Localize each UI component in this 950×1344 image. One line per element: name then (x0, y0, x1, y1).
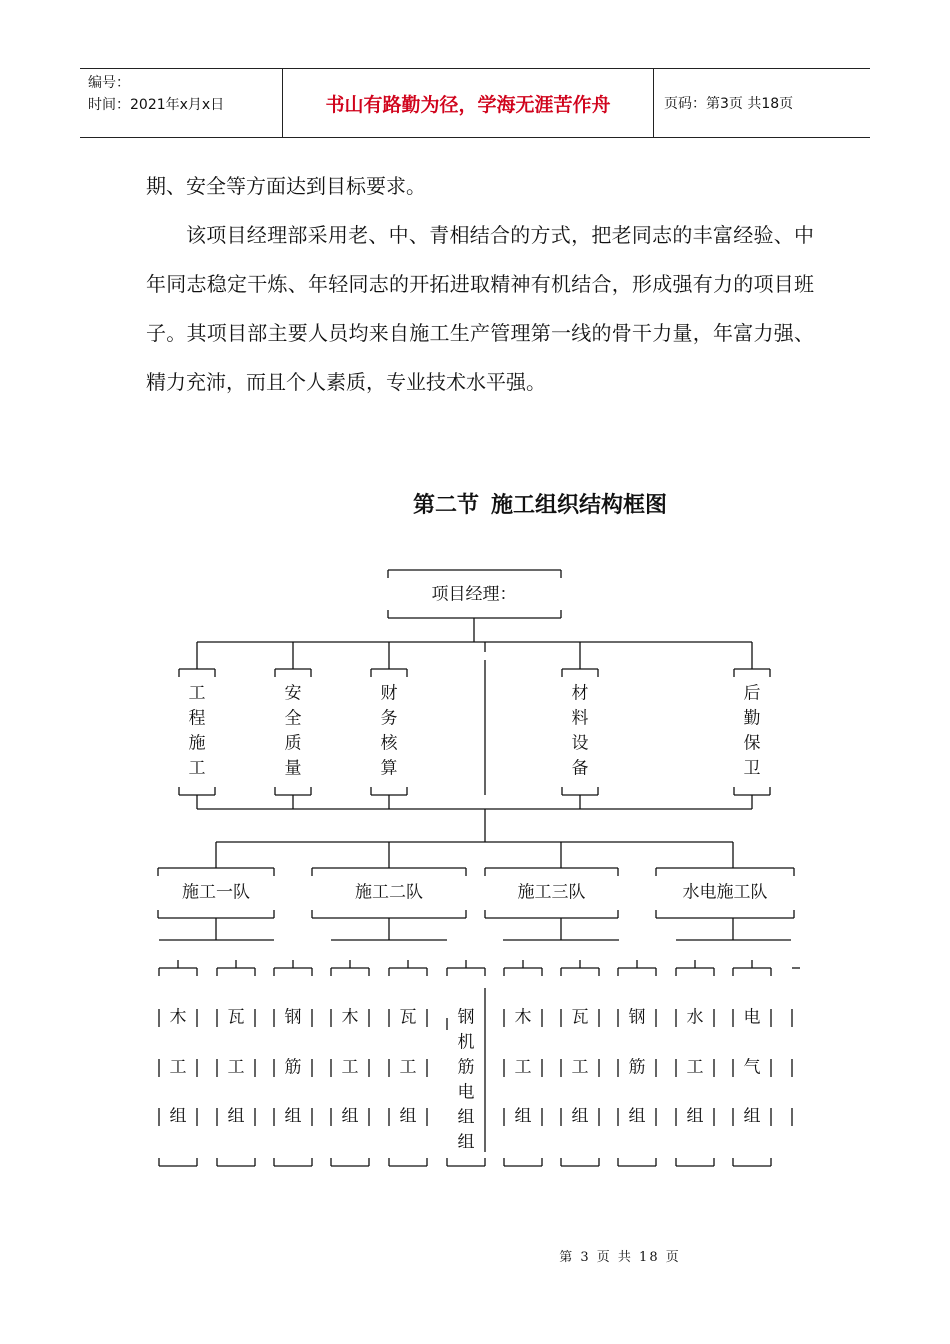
department-char: 程 (188, 708, 206, 729)
group-char: 机 (457, 1032, 475, 1053)
group-char: 组 (514, 1106, 532, 1127)
group-char: 瓦 (227, 1007, 245, 1028)
group-char: 钢 (284, 1007, 302, 1028)
department-char: 工 (188, 758, 206, 779)
group-char: 组 (169, 1106, 187, 1127)
department-char: 量 (284, 758, 302, 779)
group-char: 木 (169, 1007, 187, 1028)
group-char: 组 (571, 1106, 589, 1127)
group-char: 钢 (628, 1007, 646, 1028)
group-char: 电 (457, 1082, 475, 1103)
group-char: 水 (686, 1007, 704, 1028)
group-char: 瓦 (399, 1007, 417, 1028)
group-char: 工 (514, 1057, 532, 1078)
date-label: 时间：2021年x月x日 (88, 97, 225, 113)
group-char: 工 (686, 1057, 704, 1078)
department-char: 料 (571, 708, 589, 729)
department-char: 算 (380, 758, 398, 779)
group-char: 组 (628, 1106, 646, 1127)
department-char: 卫 (743, 758, 761, 779)
department-char: 安 (284, 683, 302, 704)
department-char: 财 (380, 683, 398, 704)
number-label: 编号： (88, 75, 130, 91)
group-char: 工 (399, 1057, 417, 1078)
group-char: 组 (399, 1106, 417, 1127)
team-label: 施工三队 (517, 882, 586, 903)
team-label: 水电施工队 (682, 882, 768, 903)
group-char: 筋 (628, 1057, 646, 1078)
group-char: 钢 (457, 1007, 475, 1028)
group-char: 组 (686, 1106, 704, 1127)
root-label: 项目经理： (431, 584, 517, 605)
group-char: 木 (514, 1007, 532, 1028)
section-title: 施工组织结构框图 (491, 493, 668, 518)
team-label: 施工二队 (355, 882, 423, 903)
group-char: 工 (341, 1057, 359, 1078)
department-char: 设 (571, 733, 589, 754)
page-footer: 第 3 页 共 18 页 (559, 1250, 681, 1265)
department-char: 备 (571, 758, 589, 779)
body-paragraph: 该项目经理部采用老、中、青相结合的方式，把老同志的丰富经验、中年同志稳定干炼、年轻同志的开拓进取精神有机结合，形成强有力的项目班子。其项目部主要人员均来自施工生产管理第一线的骨干力量，年富力强、精力充沛，而且个人素质，专业技术水平强。 (146, 223, 814, 394)
group-char: 组 (227, 1106, 245, 1127)
department-char: 务 (380, 708, 398, 729)
group-char: 组 (457, 1132, 475, 1153)
department-char: 材 (571, 683, 589, 704)
department-char: 保 (743, 733, 761, 754)
group-char: 筋 (457, 1057, 475, 1078)
department-char: 核 (380, 733, 398, 754)
team-label: 施工一队 (182, 882, 250, 903)
department-char: 施 (188, 733, 206, 754)
group-char: 组 (743, 1106, 761, 1127)
department-char: 勤 (743, 708, 761, 729)
group-char: 瓦 (571, 1007, 589, 1028)
group-char: 电 (743, 1007, 761, 1028)
group-char: 工 (571, 1057, 589, 1078)
department-char: 质 (284, 733, 302, 754)
department-char: 后 (743, 683, 761, 704)
department-char: 全 (284, 708, 302, 729)
group-char: 工 (169, 1057, 187, 1078)
group-char: 筋 (284, 1057, 302, 1078)
body-line: 期、安全等方面达到目标要求。 (146, 174, 426, 198)
header-page-info: 页码：第3页 共18页 (664, 96, 794, 112)
department-char: 工 (188, 683, 206, 704)
section-number: 第二节 (412, 493, 479, 518)
group-char: 组 (341, 1106, 359, 1127)
group-char: 气 (743, 1057, 761, 1078)
header-motto: 书山有路勤为径，学海无涯苦作舟 (282, 69, 654, 137)
group-char: 组 (457, 1107, 475, 1128)
group-char: 木 (341, 1007, 359, 1028)
group-char: 工 (227, 1057, 245, 1078)
group-char: 组 (284, 1106, 302, 1127)
